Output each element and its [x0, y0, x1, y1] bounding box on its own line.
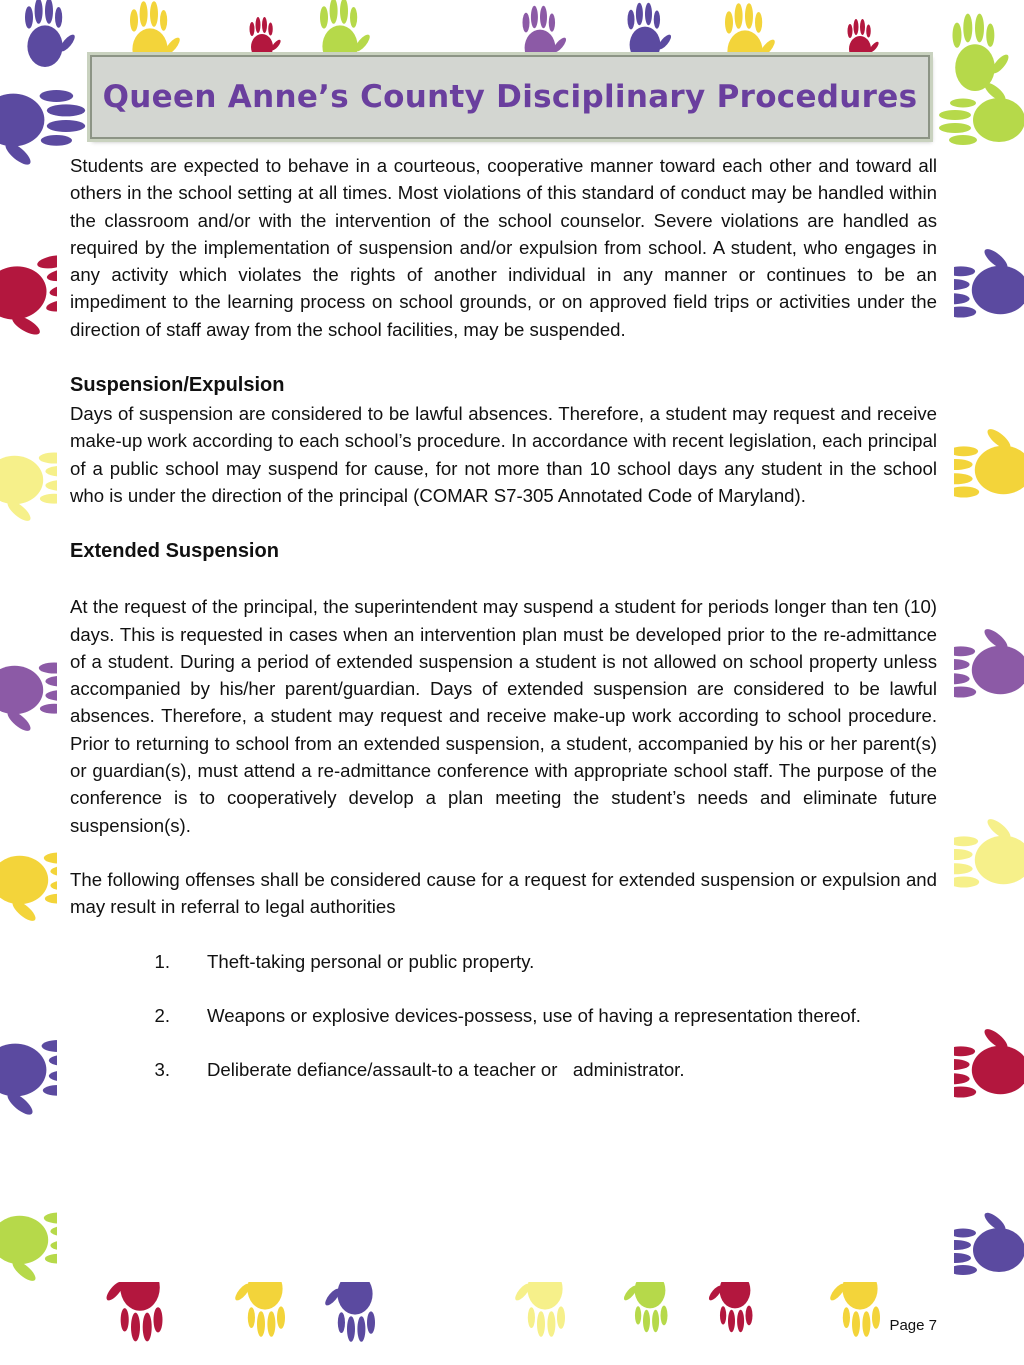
extended-paragraph: At the request of the principal, the superintendent may suspend a student for periods longer than ten (10) days. This is requested in cases when an intervention plan must be developed prior to the re-admittance of a student. During a period of extended suspension a student is not allowed on school property unless accompanied by his/her parent/guardian. Days of extended suspension are considered to be lawful absences. Therefore, a student may request and receive make-up work according to school procedure. Prior to returning to school from an extended suspension, a student, accompanied by his or her parent(s) or guardian(s), must attend a re-admittance conference with appropriate school staff. The purpose of the conference is to cooperatively develop a plan meeting the student’s needs and eliminate future suspension(s). [70, 596, 937, 836]
list-number: 2. [154, 1004, 170, 1026]
section-heading-extended: Extended Suspension [70, 540, 279, 563]
hand-print-icon [25, 0, 77, 67]
suspension-paragraph: Days of suspension are considered to be lawful absences. Therefore, a student may request and receive make-up work according to each school’s procedure. In accordance with recent legislation, each principal of a public school may suspend for cause, for not more than 10 school days any student in the school who is under the direction of the principal (COMAR S7-305 Annotated Code of Maryland). [70, 403, 937, 506]
hand-print-icon [250, 17, 283, 60]
section-heading-suspension: Suspension/Expulsion [70, 374, 285, 397]
intro-paragraph: Students are expected to behave in a courteous, cooperative manner toward each other and toward all others in the school setting at all times. Most violations of this standard of conduct may be handled within the classroom and/or with the intervention of the school counselor. Severe violations are handled as required by the implementation of suspension and/or expulsion from school. A student, who engages in any activity which violates the rights of another individual in any manner or continues to be an impediment to the learning process on school grounds, or on approved field trips or activities under the direction of staff away from the school facilities, may be suspended. [70, 155, 937, 340]
list-number: 3. [154, 1059, 170, 1081]
list-text: Deliberate defiance/assault-to a teacher or administrator. [207, 1059, 685, 1081]
list-item [70, 948, 937, 975]
hand-print-icon [323, 1273, 375, 1342]
page-title: Queen Anne’s County Disciplinary Procedures [102, 79, 918, 115]
page-number: Page 7 [889, 1317, 937, 1334]
offenses-intro: The following offenses shall be considered cause for a request for extended suspension or expulsion and may result in referral to legal authorities [70, 868, 937, 918]
list-number: 1. [154, 950, 170, 972]
list-item [70, 1056, 937, 1083]
hand-print-icon [953, 14, 1012, 91]
list-item [70, 1002, 937, 1029]
title-banner [90, 55, 930, 139]
list-text: Theft-taking personal or public property. [207, 950, 535, 972]
list-text: Weapons or explosive devices-possess, use of having a representation thereof. [207, 1004, 861, 1026]
document-body [70, 152, 937, 1083]
hand-print-icon [628, 3, 674, 63]
